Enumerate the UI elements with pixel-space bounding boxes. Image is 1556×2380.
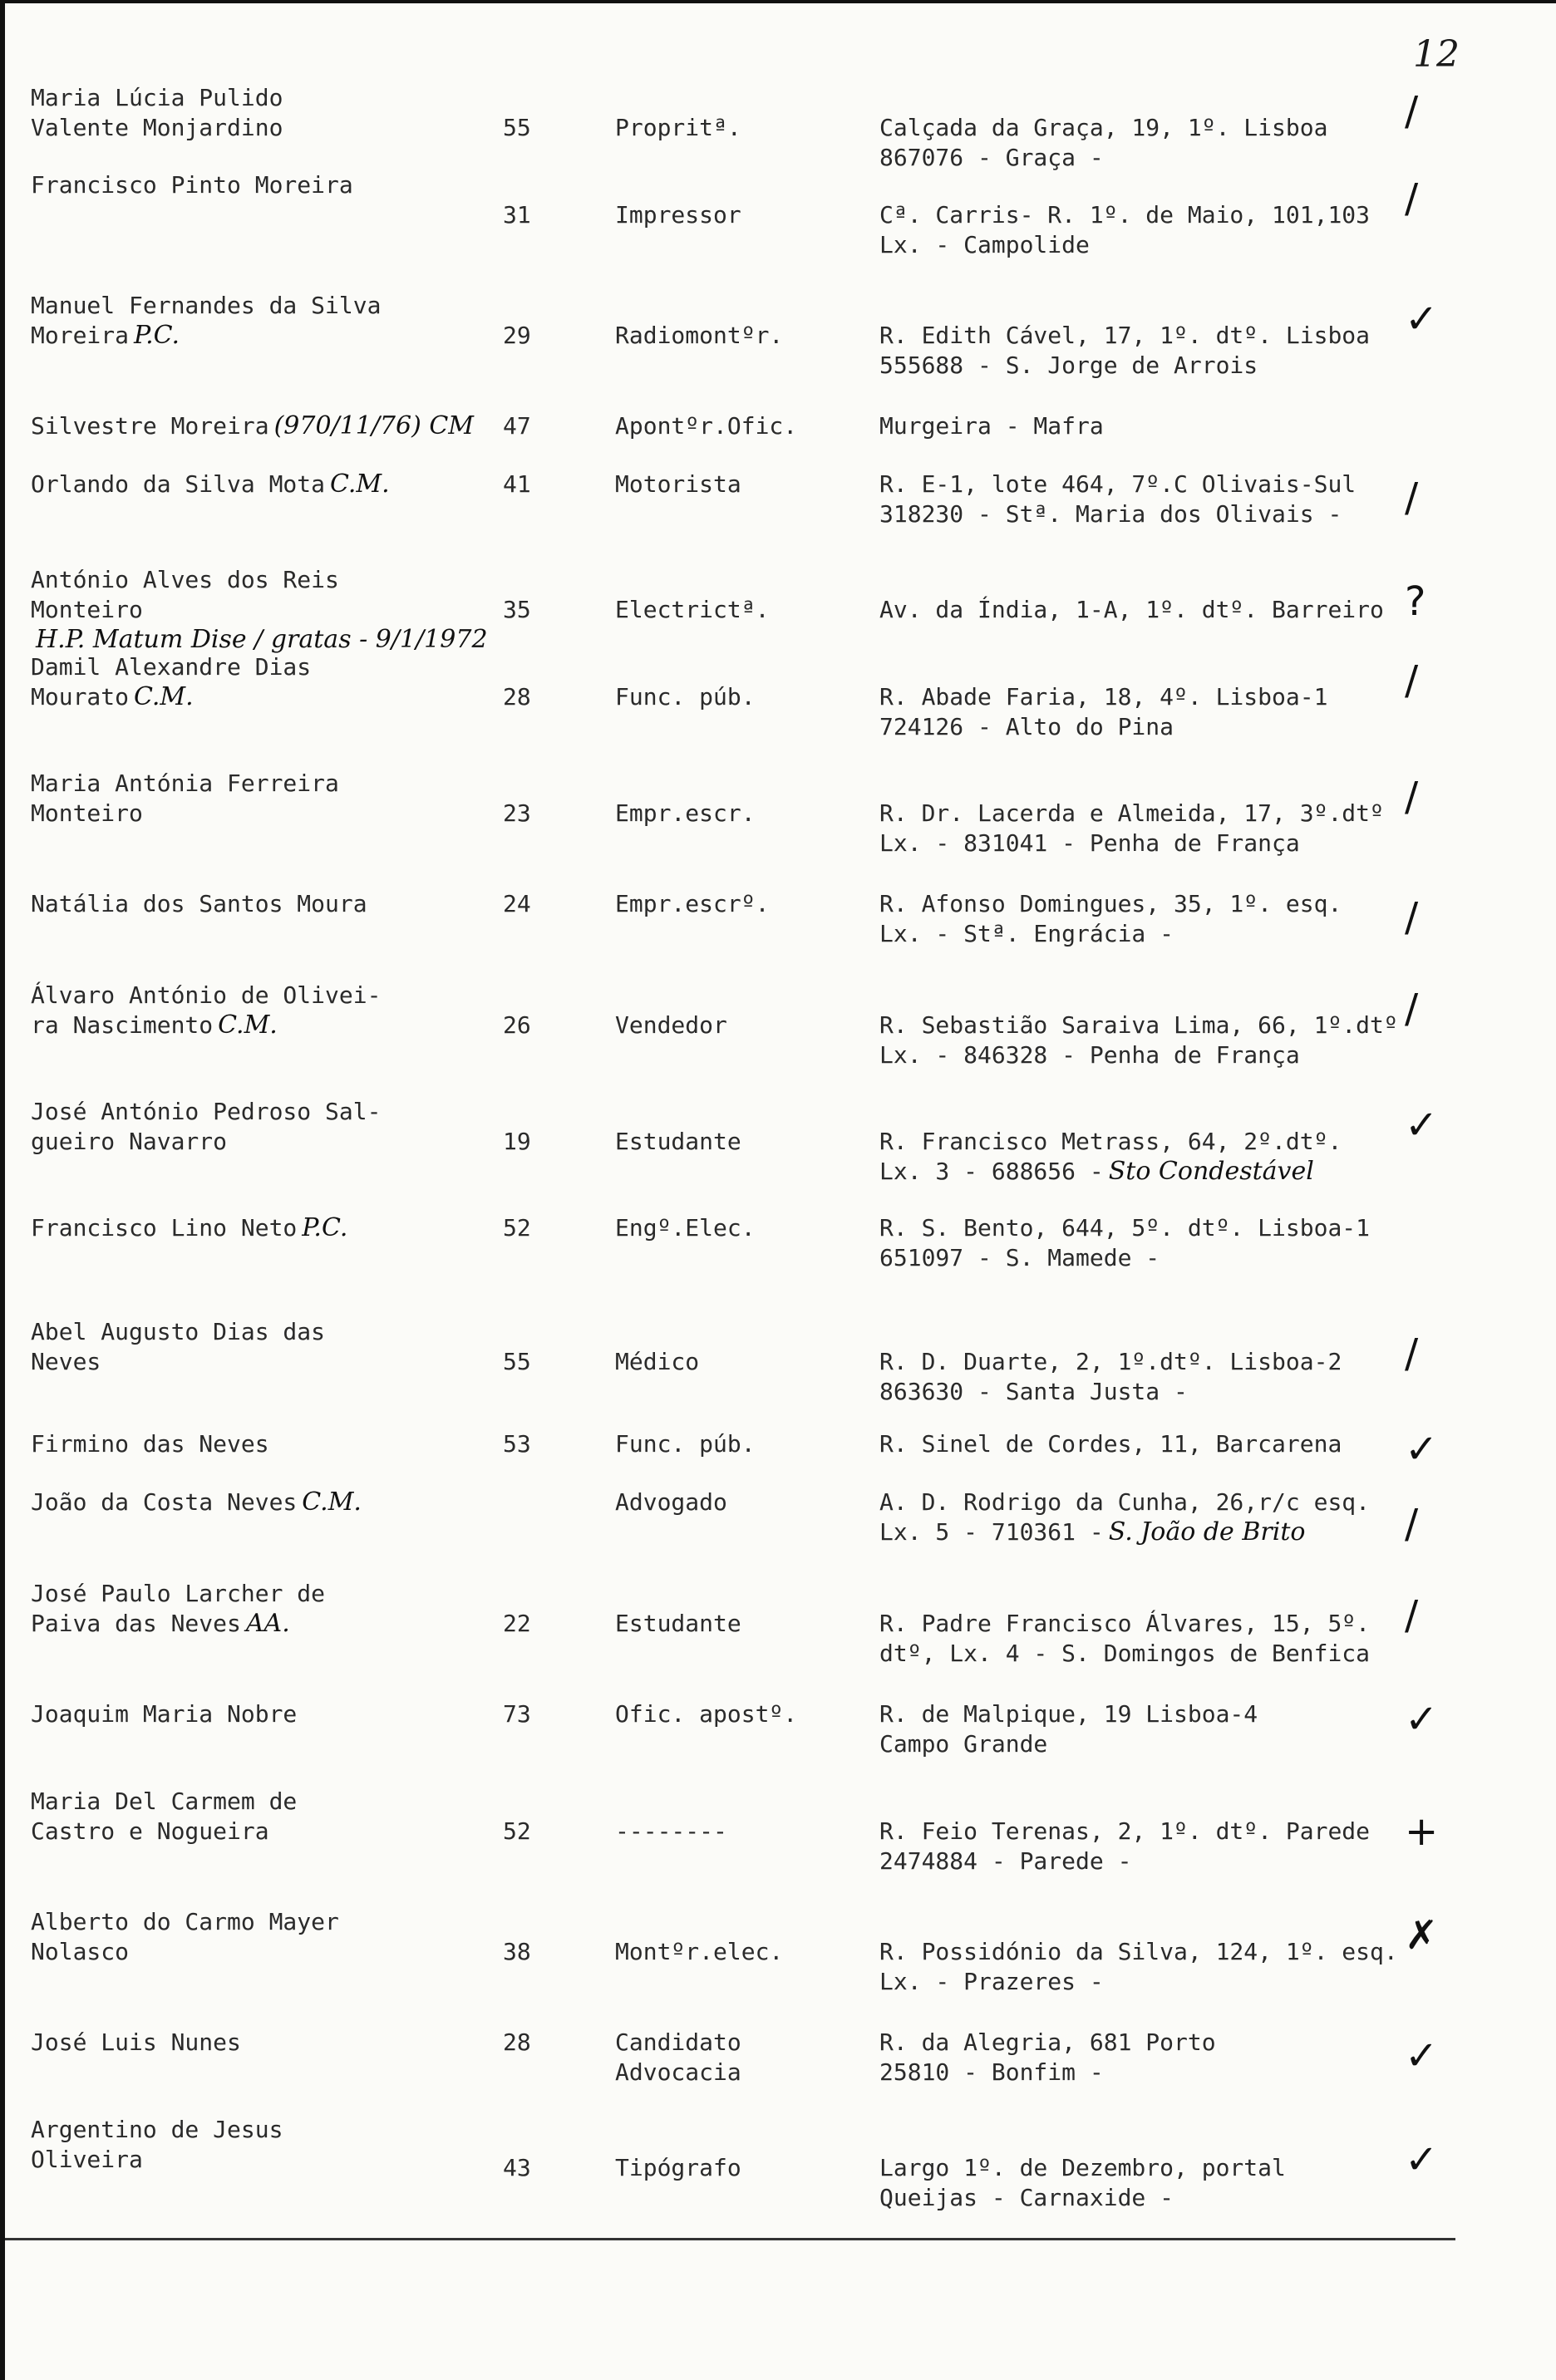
entry-name-text: José Paulo Larcher de Paiva das Neves bbox=[31, 1580, 326, 1637]
register-entry bbox=[0, 170, 1556, 258]
address-line-1: R. Feio Terenas, 2, 1º. dtº. Parede bbox=[879, 1817, 1371, 1845]
entry-profession: Radiomontºr. bbox=[615, 322, 784, 349]
entry-name-text: Joaquim Maria Nobre bbox=[31, 1700, 298, 1728]
entry-address bbox=[879, 1011, 1478, 1070]
entry-address bbox=[879, 113, 1478, 173]
entry-age: 28 bbox=[503, 2028, 531, 2056]
address-line-2 bbox=[879, 2183, 1478, 2213]
entry-profession: Empr.escr. bbox=[615, 799, 756, 827]
entry-name bbox=[31, 2028, 496, 2058]
entry-profession: Impressor bbox=[615, 201, 741, 229]
entry-profession: Electrictª. bbox=[615, 596, 770, 623]
page-number: 12 bbox=[1413, 33, 1460, 76]
entry-age: 29 bbox=[503, 322, 531, 349]
address-line-2 bbox=[879, 1639, 1478, 1669]
entry-profession: Ofic. apostº. bbox=[615, 1700, 798, 1728]
address-line-1: R. Dr. Lacerda e Almeida, 17, 3º.dtº bbox=[879, 799, 1384, 827]
address-line-2 bbox=[879, 143, 1478, 173]
address-line-1: R. de Malpique, 19 Lisboa-4 bbox=[879, 1700, 1258, 1728]
entry-name-text: Silvestre Moreira bbox=[31, 412, 269, 440]
checkmark-icon: / bbox=[1405, 986, 1419, 1032]
entry-name-text: Alberto do Carmo Mayer Nolasco bbox=[31, 1908, 339, 1965]
address-line-2-text: 863630 - Santa Justa - bbox=[879, 1378, 1188, 1405]
register-entry bbox=[0, 1488, 1556, 1571]
checkmark-icon: ? bbox=[1405, 578, 1426, 625]
address-line-1: R. Abade Faria, 18, 4º. Lisboa-1 bbox=[879, 683, 1328, 711]
entry-age: 47 bbox=[503, 412, 531, 440]
address-line-2-text: Lx. 5 - 710361 - bbox=[879, 1518, 1104, 1546]
address-line-1: R. E-1, lote 464, 7º.C Olivais-Sul bbox=[879, 470, 1357, 498]
checkmark-icon: / bbox=[1405, 175, 1419, 222]
entry-profession: Tipógrafo bbox=[615, 2154, 741, 2181]
entry-name bbox=[31, 1488, 496, 1517]
address-line-2-text: Lx. - Stª. Engrácia - bbox=[879, 920, 1174, 947]
register-entry bbox=[0, 1907, 1556, 1995]
address-line-2 bbox=[879, 1157, 1478, 1187]
entry-address bbox=[879, 1609, 1478, 1669]
address-line-2 bbox=[879, 829, 1478, 858]
address-line-1: R. da Alegria, 681 Porto bbox=[879, 2028, 1216, 2056]
register-entry bbox=[0, 1579, 1556, 1667]
entry-profession: Func. púb. bbox=[615, 683, 756, 711]
entry-name bbox=[31, 889, 496, 919]
checkmark-icon: ✓ bbox=[1405, 2137, 1439, 2183]
entry-profession: Estudante bbox=[615, 1610, 741, 1637]
address-line-2-text: 2474884 - Parede - bbox=[879, 1847, 1132, 1875]
register-entry bbox=[0, 769, 1556, 857]
checkmark-icon: / bbox=[1405, 774, 1419, 820]
entry-age: 55 bbox=[503, 114, 531, 141]
entry-address bbox=[879, 1696, 1478, 1759]
entry-name bbox=[31, 1907, 496, 1967]
entry-age: 31 bbox=[503, 201, 531, 229]
register-entry bbox=[0, 2115, 1556, 2211]
entry-profession: Montºr.elec. bbox=[615, 1938, 784, 1965]
address-line-2-text: Lx. - Campolide bbox=[879, 231, 1090, 258]
address-line-2-text: Lx. 3 - 688656 - bbox=[879, 1158, 1104, 1185]
address-line-2 bbox=[879, 230, 1478, 260]
address-line-2-text: 25810 - Bonfim - bbox=[879, 2058, 1104, 2086]
entry-profession: Propritª. bbox=[615, 114, 741, 141]
entry-name bbox=[31, 83, 496, 143]
register-entry bbox=[0, 889, 1556, 972]
address-line-2-text: 651097 - S. Mamede - bbox=[879, 1244, 1160, 1271]
entry-name bbox=[31, 470, 496, 499]
address-line-2 bbox=[879, 1846, 1478, 1876]
address-line-1: R. Francisco Metrass, 64, 2º.dtº. bbox=[879, 1128, 1342, 1155]
address-line-2 bbox=[879, 499, 1478, 529]
entry-address bbox=[879, 799, 1478, 858]
entry-name-text: Francisco Pinto Moreira bbox=[31, 171, 353, 199]
entry-profession: -------- bbox=[615, 1817, 727, 1845]
address-line-2-text: 867076 - Graça - bbox=[879, 144, 1104, 171]
entry-address bbox=[879, 595, 1478, 625]
address-line-1: Calçada da Graça, 19, 1º. Lisboa bbox=[879, 114, 1328, 141]
register-entry bbox=[0, 2028, 1556, 2111]
entry-name-text: Damil Alexandre Dias Mourato bbox=[31, 653, 312, 711]
entry-name-text: Álvaro António de Olivei- ra Nascimento bbox=[31, 981, 382, 1039]
entry-age: 22 bbox=[503, 1610, 531, 1637]
entry-name-text: João da Costa Neves bbox=[31, 1488, 298, 1516]
handwritten-annotation: C.M. bbox=[218, 1011, 278, 1040]
checkmark-icon: ✓ bbox=[1405, 2033, 1439, 2079]
entry-address bbox=[879, 1937, 1478, 1997]
register-entry bbox=[0, 565, 1556, 654]
address-line-2-text: Lx. - Prazeres - bbox=[879, 1968, 1104, 1995]
register-entry bbox=[0, 1696, 1556, 1783]
entry-address bbox=[879, 2028, 1478, 2087]
register-entry bbox=[0, 981, 1556, 1069]
address-line-1: R. Sebastião Saraiva Lima, 66, 1º.dtº bbox=[879, 1011, 1398, 1039]
entry-name bbox=[31, 170, 496, 200]
address-line-2-text: dtº, Lx. 4 - S. Domingos de Benfica bbox=[879, 1640, 1371, 1667]
register-entry bbox=[0, 1097, 1556, 1186]
address-line-1: R. Afonso Domingues, 35, 1º. esq. bbox=[879, 890, 1342, 917]
checkmark-icon: ✓ bbox=[1405, 1696, 1439, 1743]
address-line-2 bbox=[879, 919, 1478, 949]
entry-name bbox=[31, 1699, 496, 1729]
address-line-1: Cª. Carris- R. 1º. de Maio, 101,103 bbox=[879, 201, 1371, 229]
entry-name-text: Abel Augusto Dias das Neves bbox=[31, 1318, 326, 1375]
handwritten-annotation: P.C. bbox=[134, 321, 180, 350]
entry-name-text: Maria Lúcia Pulido Valente Monjardino bbox=[31, 84, 283, 141]
entry-address bbox=[879, 1817, 1478, 1876]
entry-address bbox=[879, 1488, 1478, 1547]
entry-name-text: Maria Del Carmem de Castro e Nogueira bbox=[31, 1787, 298, 1845]
address-line-2-text: Lx. - 831041 - Penha de França bbox=[879, 829, 1300, 857]
checkmark-icon: / bbox=[1405, 894, 1419, 941]
checkmark-icon: ✗ bbox=[1405, 1912, 1439, 1959]
entry-profession: Advogado bbox=[615, 1488, 727, 1516]
handwritten-annotation: Sto Condestável bbox=[1108, 1157, 1314, 1186]
handwritten-annotation: C.M. bbox=[134, 682, 194, 711]
entry-address bbox=[879, 682, 1478, 742]
entry-age: 19 bbox=[503, 1128, 531, 1155]
entry-name-text: Orlando da Silva Mota bbox=[31, 470, 326, 498]
entry-name-text: Natália dos Santos Moura bbox=[31, 890, 367, 917]
checkmark-icon: / bbox=[1405, 1592, 1419, 1639]
entry-name bbox=[31, 1213, 496, 1243]
entry-name bbox=[31, 652, 496, 712]
entry-profession: Estudante bbox=[615, 1128, 741, 1155]
register-entry bbox=[0, 83, 1556, 171]
address-line-1: R. Sinel de Cordes, 11, Barcarena bbox=[879, 1430, 1342, 1458]
entry-name-text: Manuel Fernandes da Silva Moreira bbox=[31, 292, 382, 349]
entry-name-text: Maria Antónia Ferreira Monteiro bbox=[31, 770, 339, 827]
bottom-rule bbox=[5, 2238, 1455, 2240]
checkmark-icon: / bbox=[1405, 475, 1419, 521]
address-line-1: Largo 1º. de Dezembro, portal bbox=[879, 2154, 1286, 2181]
entry-address bbox=[879, 1347, 1478, 1407]
entry-address bbox=[879, 1429, 1478, 1459]
checkmark-icon: ✓ bbox=[1405, 296, 1439, 342]
handwritten-annotation: AA. bbox=[245, 1609, 290, 1638]
address-line-2 bbox=[879, 351, 1478, 381]
register-entry bbox=[0, 470, 1556, 553]
entry-name-text: Argentino de Jesus Oliveira bbox=[31, 2116, 283, 2173]
entry-name bbox=[31, 291, 496, 351]
entry-name bbox=[31, 1579, 496, 1639]
entry-name bbox=[31, 2115, 496, 2175]
address-line-2-text: Queijas - Carnaxide - bbox=[879, 2184, 1174, 2211]
address-line-1: R. Padre Francisco Álvares, 15, 5º. bbox=[879, 1610, 1371, 1637]
entry-age: 23 bbox=[503, 799, 531, 827]
checkmark-icon: ✓ bbox=[1405, 1102, 1439, 1148]
entry-age: 38 bbox=[503, 1938, 531, 1965]
address-line-2 bbox=[879, 1729, 1478, 1759]
address-line-2 bbox=[879, 712, 1478, 742]
entry-address bbox=[879, 321, 1478, 381]
address-line-2-text: 555688 - S. Jorge de Arrois bbox=[879, 352, 1258, 379]
entry-address bbox=[879, 1127, 1478, 1187]
address-line-1: Murgeira - Mafra bbox=[879, 412, 1104, 440]
entry-address bbox=[879, 200, 1478, 260]
entry-address bbox=[879, 889, 1478, 949]
address-line-2-text: Lx. - 846328 - Penha de França bbox=[879, 1041, 1300, 1069]
entry-name-text: Francisco Lino Neto bbox=[31, 1214, 298, 1242]
address-line-2-text: 724126 - Alto do Pina bbox=[879, 713, 1174, 740]
checkmark-icon: / bbox=[1405, 1501, 1419, 1547]
entry-name bbox=[31, 981, 496, 1040]
address-line-2-text: Campo Grande bbox=[879, 1730, 1048, 1758]
entry-profession: Engº.Elec. bbox=[615, 1214, 756, 1242]
entry-name bbox=[31, 565, 496, 655]
page-border-top bbox=[0, 0, 1556, 3]
register-entry bbox=[0, 1213, 1556, 1296]
checkmark-icon: / bbox=[1405, 88, 1419, 135]
address-line-1: R. Possidónio da Silva, 124, 1º. esq. bbox=[879, 1938, 1398, 1965]
entry-name-text: José Luis Nunes bbox=[31, 2028, 241, 2056]
entry-profession: Vendedor bbox=[615, 1011, 727, 1039]
address-line-2 bbox=[879, 1377, 1478, 1407]
handwritten-annotation: C.M. bbox=[302, 1488, 362, 1517]
entry-name bbox=[31, 1317, 496, 1377]
entry-age: 73 bbox=[503, 1700, 531, 1728]
checkmark-icon: ✓ bbox=[1405, 1426, 1439, 1473]
register-entry bbox=[0, 1317, 1556, 1405]
address-line-1: R. S. Bento, 644, 5º. dtº. Lisboa-1 bbox=[879, 1214, 1371, 1242]
address-line-1: R. Edith Cável, 17, 1º. dtº. Lisboa bbox=[879, 322, 1371, 349]
entry-age: 55 bbox=[503, 1348, 531, 1375]
entry-age: 43 bbox=[503, 2154, 531, 2181]
address-line-2 bbox=[879, 1967, 1478, 1997]
address-line-1: A. D. Rodrigo da Cunha, 26,r/c esq. bbox=[879, 1488, 1371, 1516]
entry-age: 52 bbox=[503, 1817, 531, 1845]
address-line-2-text: 318230 - Stª. Maria dos Olivais - bbox=[879, 500, 1342, 528]
register-entry bbox=[0, 1787, 1556, 1875]
entry-profession: Func. púb. bbox=[615, 1430, 756, 1458]
entry-age: 28 bbox=[503, 683, 531, 711]
entry-name bbox=[31, 769, 496, 829]
address-line-2 bbox=[879, 1243, 1478, 1273]
entry-age: 35 bbox=[503, 596, 531, 623]
handwritten-annotation: C.M. bbox=[330, 470, 390, 499]
entry-name-text: Firmino das Neves bbox=[31, 1430, 269, 1458]
entry-address bbox=[879, 2153, 1478, 2213]
handwritten-annotation: (970/11/76) CM bbox=[273, 411, 475, 440]
entry-age: 53 bbox=[503, 1430, 531, 1458]
entry-age: 52 bbox=[503, 1214, 531, 1242]
address-line-2 bbox=[879, 1517, 1478, 1547]
entry-name bbox=[31, 1787, 496, 1846]
entry-profession: Candidato Advocacia bbox=[615, 2028, 741, 2086]
address-line-2 bbox=[879, 2058, 1478, 2087]
handwritten-annotation: H.P. Matum Dise / gratas - 9/1/1972 bbox=[36, 625, 488, 654]
entry-name bbox=[31, 1097, 496, 1157]
entry-profession: Motorista bbox=[615, 470, 741, 498]
register-entry bbox=[0, 291, 1556, 379]
entry-address bbox=[879, 470, 1478, 529]
entry-name bbox=[31, 1429, 496, 1459]
entry-age: 26 bbox=[503, 1011, 531, 1039]
entry-profession: Médico bbox=[615, 1348, 700, 1375]
entry-name-text: José António Pedroso Sal- gueiro Navarro bbox=[31, 1098, 382, 1155]
register-entry bbox=[0, 652, 1556, 740]
entry-name bbox=[31, 411, 496, 441]
entry-address bbox=[879, 411, 1478, 441]
entry-age: 41 bbox=[503, 470, 531, 498]
entry-profession: Empr.escrº. bbox=[615, 890, 770, 917]
address-line-1: R. D. Duarte, 2, 1º.dtº. Lisboa-2 bbox=[879, 1348, 1342, 1375]
checkmark-icon: / bbox=[1405, 1330, 1419, 1377]
entry-profession: Apontºr.Ofic. bbox=[615, 412, 798, 440]
address-line-1: Av. da Índia, 1-A, 1º. dtº. Barreiro bbox=[879, 596, 1384, 623]
entry-name-text: António Alves dos Reis Monteiro bbox=[31, 566, 339, 623]
address-line-2 bbox=[879, 1040, 1478, 1070]
handwritten-annotation: S. João de Brito bbox=[1108, 1517, 1306, 1547]
checkmark-icon: + bbox=[1405, 1808, 1439, 1855]
checkmark-icon: / bbox=[1405, 657, 1419, 704]
entry-address bbox=[879, 1213, 1478, 1273]
handwritten-annotation: P.C. bbox=[302, 1213, 348, 1242]
entry-age: 24 bbox=[503, 890, 531, 917]
